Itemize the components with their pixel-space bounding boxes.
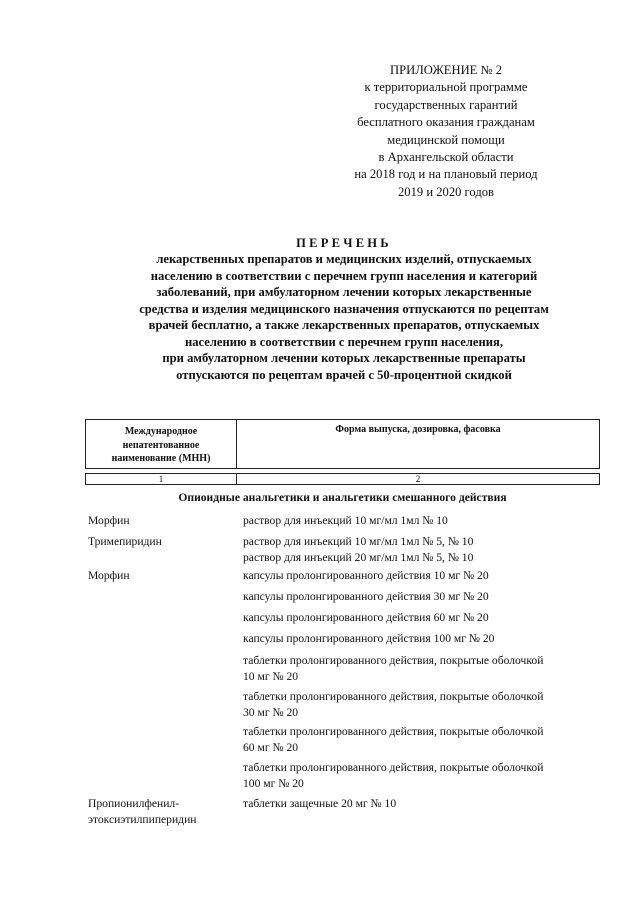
drug-form [243, 760, 593, 791]
group-heading: Опиоидные анальгетики и анальгетики смешанного действия [178, 491, 507, 504]
appendix-line: в Архангельской области [378, 150, 514, 165]
drug-form [243, 653, 593, 684]
header-col-mnn [86, 420, 237, 468]
appendix-line: государственных гарантий [374, 97, 518, 112]
drug-form [243, 513, 593, 529]
drug-form-line: 60 мг № 20 [243, 740, 299, 754]
document-subtitle [92, 251, 596, 383]
drug-form [243, 589, 593, 605]
drug-form-line: раствор для инъекций 10 мг/мл 1мл № 5, № 10 [243, 535, 474, 548]
drug-name [88, 513, 238, 529]
column-number: 1 [86, 474, 237, 484]
drug-form-line: капсулы пролонгированного действия 100 мг № 20 [243, 632, 495, 645]
subtitle-line: населению в соответствии с перечнем групп населения, [184, 334, 504, 349]
subtitle-line: заболеваний, при амбулаторном лечении которых лекарственные [156, 285, 532, 299]
drug-form-line: капсулы пролонгированного действия 10 мг № 20 [243, 569, 489, 582]
column-number: 2 [415, 474, 421, 484]
drug-form-line: таблетки пролонгированного действия, покрытые оболочкой [243, 761, 544, 774]
appendix-line: на 2018 год и на плановый период [354, 167, 538, 182]
subtitle-line: лекарственных препаратов и медицинских изделий, отпускаемых [156, 252, 532, 266]
drug-name-line: Морфин [88, 514, 130, 527]
drug-form-line: 100 мг № 20 [243, 776, 304, 790]
column-numbers-row [85, 473, 600, 485]
drug-form-line: раствор для инъекций 10 мг/мл 1мл № 10 [243, 514, 448, 527]
drug-name-line: Тримепиридин [88, 535, 162, 548]
subtitle-line: врачей бесплатно, а также лекарственных препаратов, отпускаемых [148, 318, 540, 332]
subtitle-line: при амбулаторном лечении которых лекарственные препараты [162, 351, 526, 365]
drug-form [243, 610, 593, 626]
drug-name [88, 796, 238, 828]
drug-form-line: раствор для инъекций 20 мг/мл 1мл № 5, № 10 [243, 550, 474, 564]
table-header [85, 419, 600, 469]
drug-name-line: Пропионилфенил- [88, 797, 180, 810]
drug-form-line: таблетки пролонгированного действия, покрытые оболочкой [243, 654, 544, 667]
header-col-mnn-line: Международное [124, 426, 198, 437]
drug-form [243, 568, 593, 584]
subtitle-line: отпускаются по рецептам врачей с 50-процентной скидкой [176, 367, 512, 382]
appendix-line: 2019 и 2020 годов [398, 184, 494, 199]
drug-form-line: капсулы пролонгированного действия 30 мг № 20 [243, 590, 489, 603]
drug-form-line: таблетки пролонгированного действия, покрытые оболочкой [243, 725, 544, 738]
header-col-form: Форма выпуска, дозировка, фасовка [335, 424, 501, 435]
document-title: ПЕРЕЧЕНЬ [296, 236, 392, 250]
drug-form [243, 631, 593, 647]
appendix-line: ПРИЛОЖЕНИЕ № 2 [390, 63, 502, 77]
drug-form [243, 796, 593, 812]
drug-name [88, 568, 238, 584]
drug-form-line: таблетки защечные 20 мг № 10 [243, 797, 397, 810]
header-col-mnn-line: непатентованное [122, 439, 200, 451]
subtitle-line: средства и изделия медицинского назначения отпускаются по рецептам [139, 301, 549, 316]
drug-form-line: капсулы пролонгированного действия 60 мг № 20 [243, 611, 489, 624]
appendix-line: медицинской помощи [387, 132, 505, 147]
appendix-line: бесплатного оказания гражданам [357, 115, 535, 130]
drug-name [88, 534, 238, 550]
header-col-mnn-line: наименование (МНН) [111, 453, 211, 464]
drug-name-line: этоксиэтилпиперидин [88, 812, 197, 826]
drug-form-line: 10 мг № 20 [243, 669, 299, 683]
drug-form [243, 724, 593, 755]
appendix-heading [330, 62, 562, 201]
subtitle-line: населению в соответствии с перечнем групп населения и категорий [150, 268, 538, 283]
drug-form-line: 30 мг № 20 [243, 705, 299, 719]
appendix-line: к территориальной программе [364, 80, 528, 95]
drug-form [243, 534, 593, 565]
drug-name-line: Морфин [88, 569, 130, 582]
drug-form-line: таблетки пролонгированного действия, покрытые оболочкой [243, 690, 544, 703]
drug-form [243, 689, 593, 720]
